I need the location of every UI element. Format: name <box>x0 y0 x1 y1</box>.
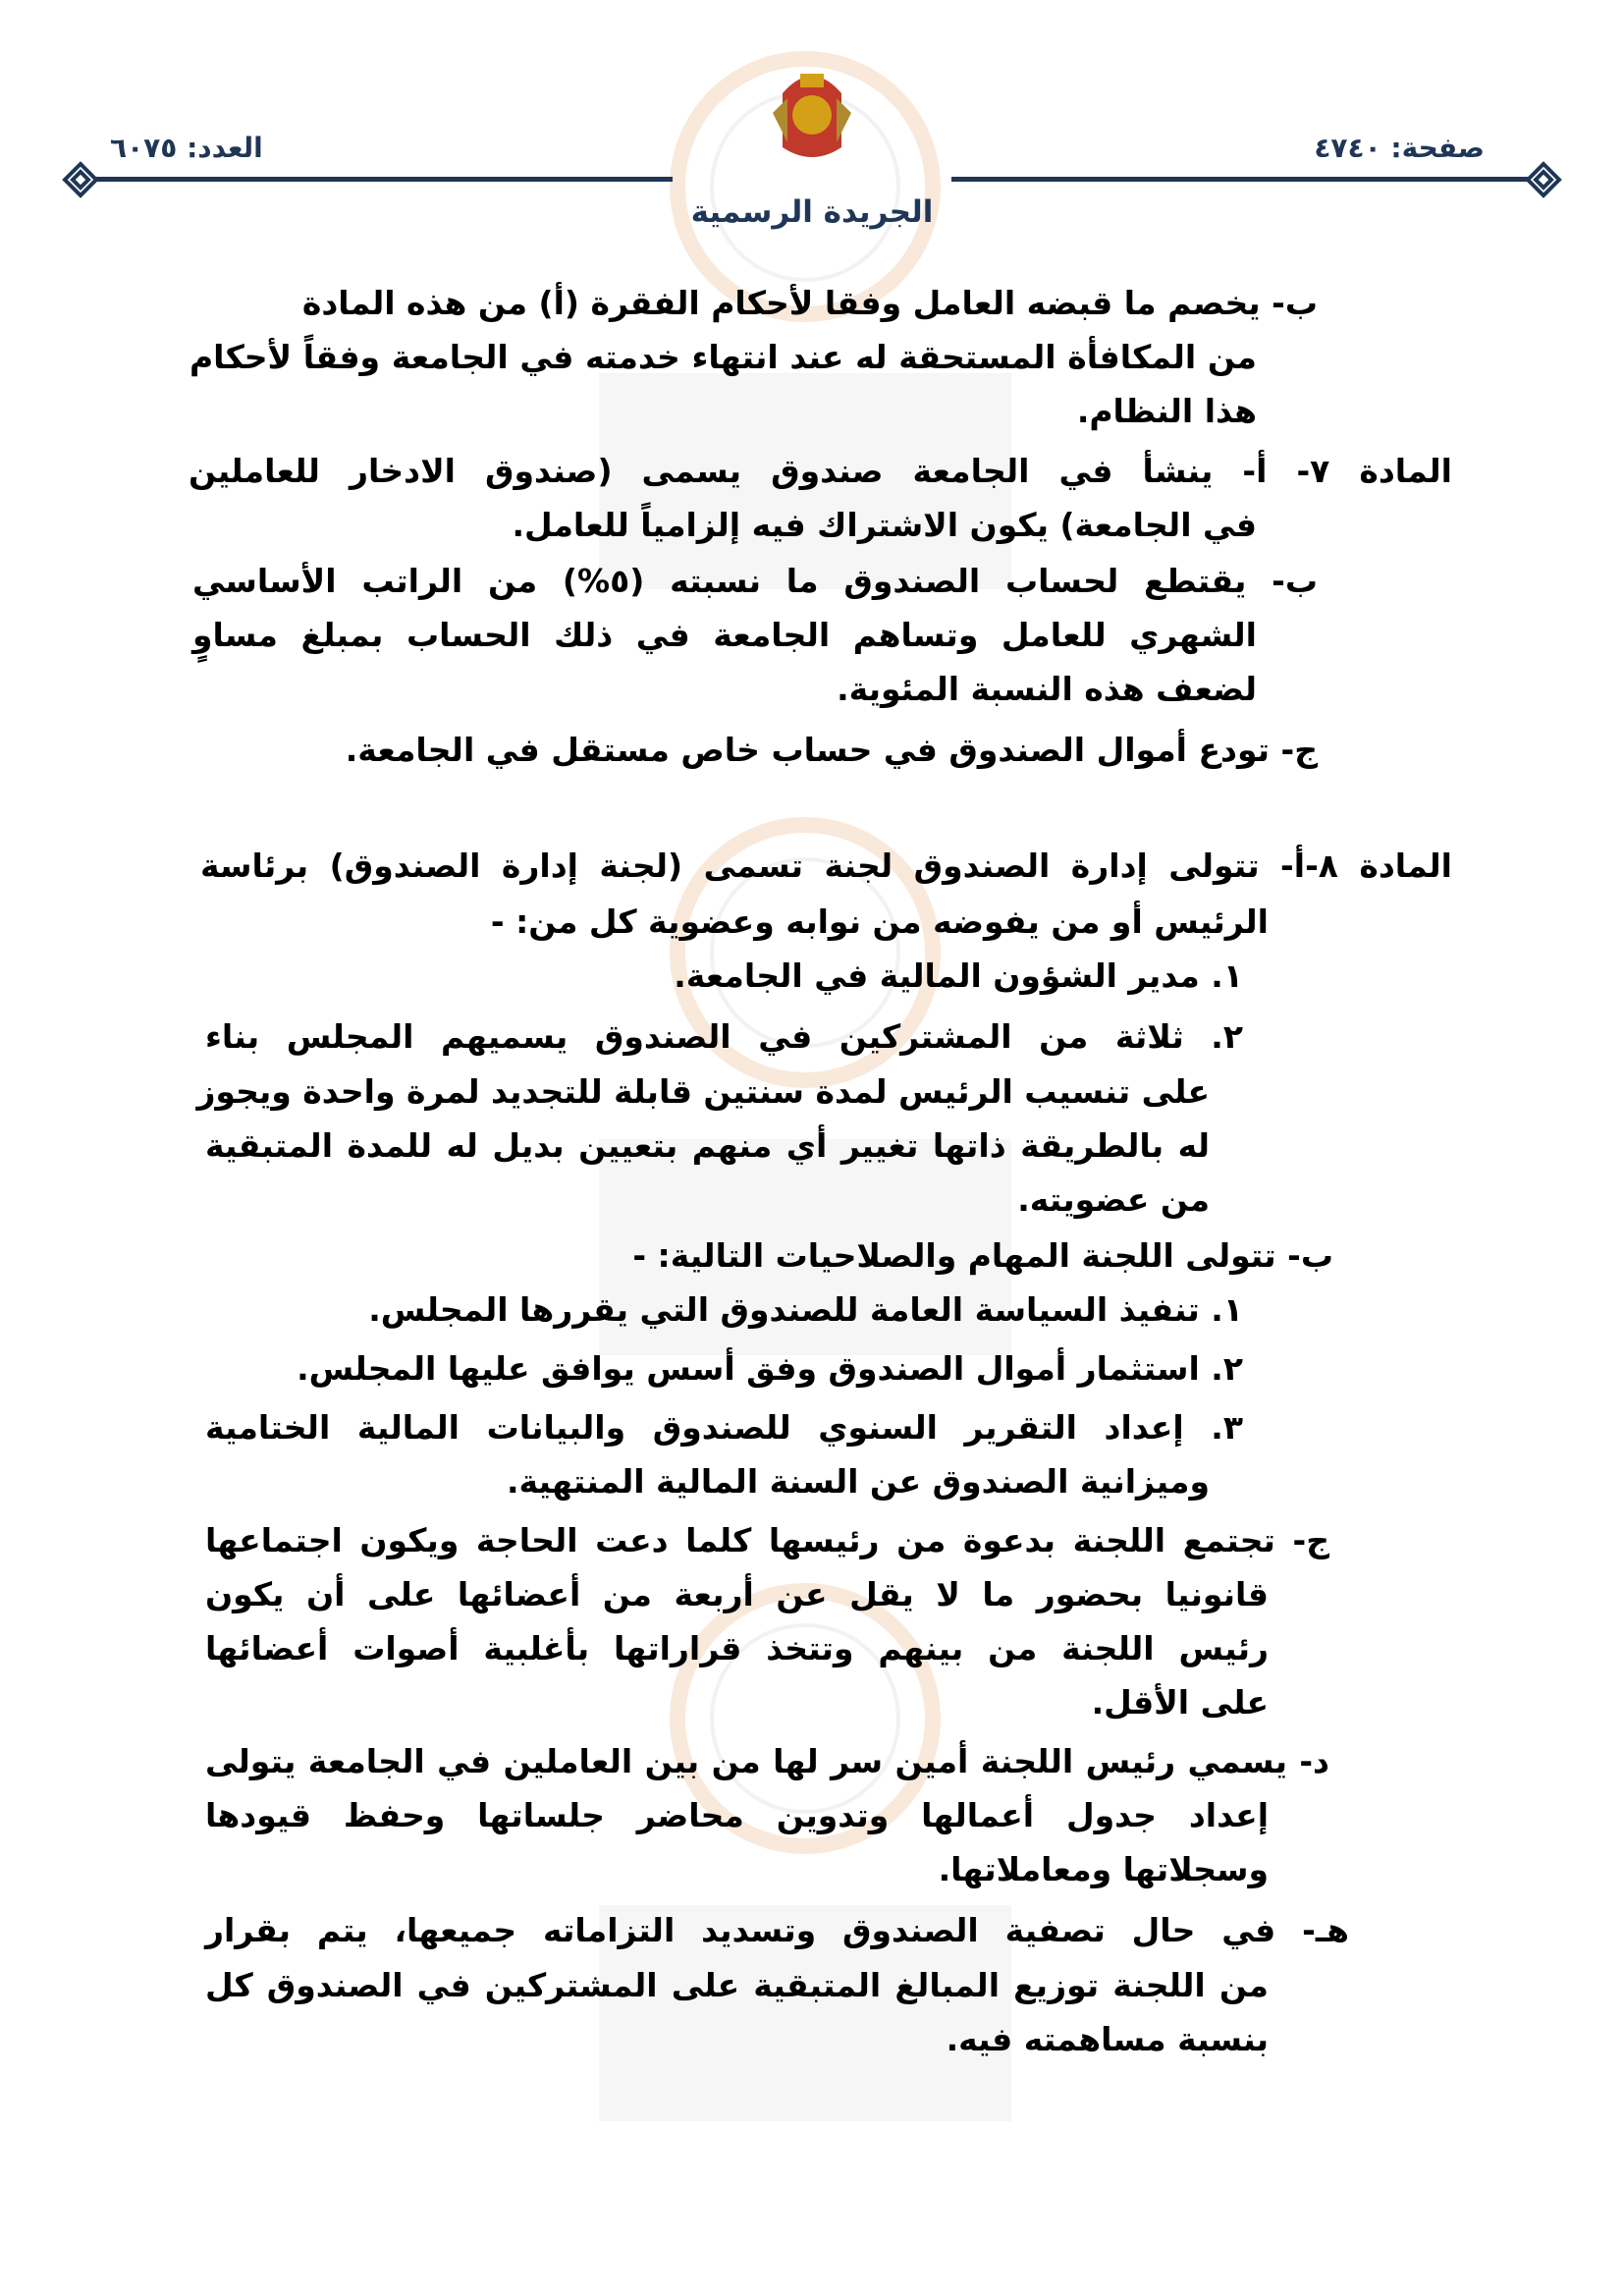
text-line: ب- يقتطع لحساب الصندوق ما نسبته (٥%) من الراتب الأساسي <box>192 562 1318 600</box>
text-line: هـ- في حال تصفية الصندوق وتسديد التزاماته جميعها، يتم بقرار <box>205 1911 1349 1949</box>
text-line: ٢. استثمار أموال الصندوق وفق أسس يوافق عليها المجلس. <box>297 1349 1243 1388</box>
text-line: هذا النظام. <box>1076 392 1257 430</box>
text-line: ١. تنفيذ السياسة العامة للصندوق التي يقررها المجلس. <box>368 1290 1243 1329</box>
text-line: وسجلاتها ومعاملاتها. <box>938 1850 1269 1888</box>
text-line: له بالطريقة ذاتها تغيير أي منهم بتعيين بديل له للمدة المتبقية <box>205 1126 1210 1165</box>
knot-ornament-icon <box>61 160 100 199</box>
text-line: الرئيس أو من يفوضه من نوابه وعضوية كل من: - <box>490 902 1269 941</box>
text-line: المادة ٨-أ- تتولى إدارة الصندوق لجنة تسمى (لجنة إدارة الصندوق) برئاسة <box>200 847 1452 885</box>
issue-number: العدد: ٦٠٧٥ <box>110 132 263 164</box>
text-line: د- يسمي رئيس اللجنة أمين سر لها من بين العاملين في الجامعة يتولى <box>205 1742 1329 1780</box>
text-line: ج- تودع أموال الصندوق في حساب خاص مستقل في الجامعة. <box>345 731 1318 769</box>
text-line: ج- تجتمع اللجنة بدعوة من رئيسها كلما دعت الحاجة ويكون اجتماعها <box>205 1521 1329 1559</box>
text-line: قانونيا بحضور ما لا يقل عن أربعة من أعضائها على أن يكون <box>205 1575 1269 1613</box>
text-line: إعداد جدول أعمالها وتدوين محاضر جلساتها وحفظ قيودها <box>205 1796 1269 1834</box>
text-line: ٣. إعداد التقرير السنوي للصندوق والبيانات المالية الختامية <box>205 1408 1243 1447</box>
knot-ornament-icon <box>1524 160 1563 199</box>
text-line: ١. مدير الشؤون المالية في الجامعة. <box>674 957 1243 995</box>
coat-of-arms-icon <box>763 54 861 172</box>
header-rule-left <box>93 177 673 182</box>
text-line: لضعف هذه النسبة المئوية. <box>837 670 1257 708</box>
text-line: ب- تتولى اللجنة المهام والصلاحيات التالية: - <box>632 1236 1333 1275</box>
text-line: رئيس اللجنة من بينهم وتتخذ قراراتها بأغلبية أصوات أعضائها <box>205 1629 1269 1667</box>
text-line: ب- يخصم ما قبضه العامل وفقا لأحكام الفقرة (أ) من هذه المادة <box>301 284 1318 322</box>
text-line: من عضويته. <box>1017 1180 1210 1219</box>
text-line: في الجامعة) يكون الاشتراك فيه إلزامياً للعامل. <box>512 506 1257 544</box>
text-line: على الأقل. <box>1091 1683 1269 1722</box>
header-rule-right <box>951 177 1531 182</box>
text-line: ٢. ثلاثة من المشتركين في الصندوق يسميهم المجلس بناء <box>205 1017 1243 1056</box>
text-line: الشهري للعامل وتساهم الجامعة في ذلك الحساب بمبلغ مساوٍ <box>192 616 1257 654</box>
text-line: بنسبة مساهمته فيه. <box>946 2020 1269 2058</box>
text-line: على تنسيب الرئيس لمدة سنتين قابلة للتجديد لمرة واحدة ويجوز <box>196 1072 1210 1111</box>
gazette-title: الجريدة الرسمية <box>690 194 934 230</box>
text-line: وميزانية الصندوق عن السنة المالية المنتهية. <box>506 1462 1210 1501</box>
text-line: من المكافأة المستحقة له عند انتهاء خدمته في الجامعة وفقاً لأحكام <box>189 338 1257 376</box>
text-line: المادة ٧- أ- ينشأ في الجامعة صندوق يسمى (صندوق الادخار للعاملين <box>189 452 1452 490</box>
text-line: من اللجنة توزيع المبالغ المتبقية على المشتركين في الصندوق كل <box>205 1966 1269 2004</box>
page-number: صفحة: ٤٧٤٠ <box>1314 132 1485 164</box>
